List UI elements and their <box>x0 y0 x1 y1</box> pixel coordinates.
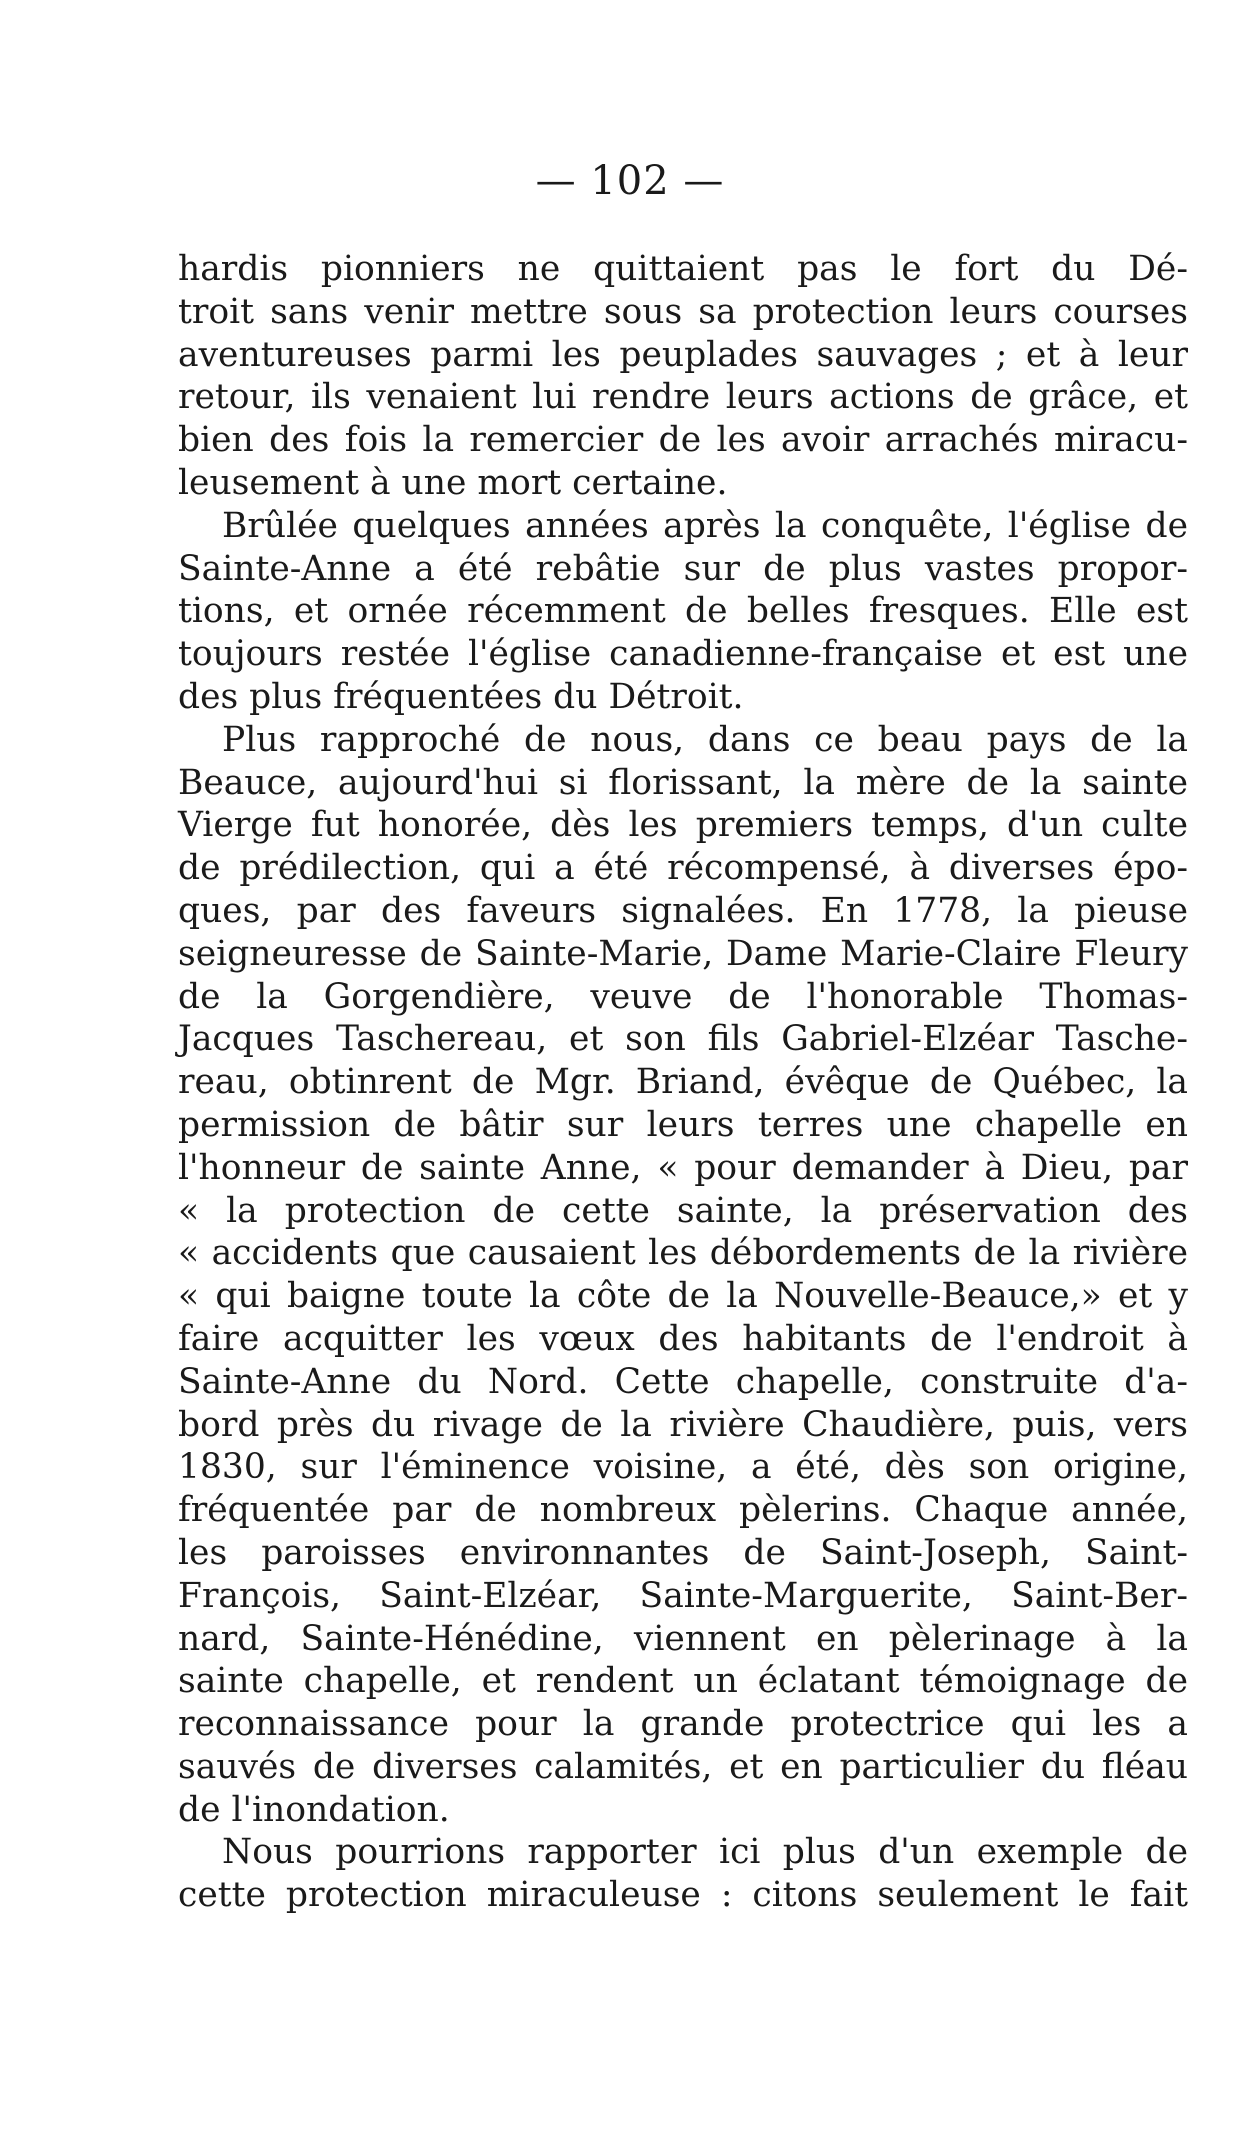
text-line: reau, obtinrent de Mgr. Briand, évêque de Québec, la <box>178 1062 1188 1103</box>
text-line: bien des fois la remercier de les avoir arrachés miracu- <box>178 420 1188 461</box>
text-line: cette protection miraculeuse : citons seulement le fait <box>178 1875 1188 1916</box>
text-line: retour, ils venaient lui rendre leurs actions de grâce, et <box>178 377 1188 418</box>
paragraph-2 <box>178 505 1188 719</box>
text-line: seigneuresse de Sainte-Marie, Dame Marie-Claire Fleury <box>178 933 1188 974</box>
text-line: faire acquitter les vœux des habitants de l'endroit à <box>178 1318 1188 1359</box>
text-line: leusement à une mort certaine. <box>178 462 728 503</box>
text-line: l'honneur de sainte Anne, « pour demander à Dieu, par <box>178 1147 1188 1188</box>
text-line: permission de bâtir sur leurs terres une chapelle en <box>178 1104 1188 1145</box>
text-line: Sainte-Anne du Nord. Cette chapelle, construite d'a- <box>178 1361 1188 1402</box>
text-line: de l'inondation. <box>178 1789 450 1830</box>
text-line: de la Gorgendière, veuve de l'honorable Thomas- <box>178 976 1188 1017</box>
text-line: hardis pionniers ne quittaient pas le fort du Dé- <box>178 249 1188 289</box>
text-line: sauvés de diverses calamités, et en particulier du fléau <box>178 1746 1188 1787</box>
page-number: — 102 — <box>535 158 725 204</box>
text-line: aventureuses parmi les peuplades sauvages ; et à leur <box>178 334 1188 375</box>
text-line: « qui baigne toute la côte de la Nouvelle-Beauce,» et y <box>178 1276 1188 1317</box>
text-line: « la protection de cette sainte, la préservation des <box>178 1190 1188 1231</box>
text-line: « accidents que causaient les débordements de la rivière <box>178 1233 1188 1274</box>
text-line: Plus rapproché de nous, dans ce beau pays de la <box>222 719 1188 760</box>
text-line: nard, Sainte-Hénédine, viennent en pèlerinage à la <box>178 1618 1188 1659</box>
text-line: 1830, sur l'éminence voisine, a été, dès son origine, <box>178 1447 1188 1488</box>
text-line: ques, par des faveurs signalées. En 1778, la pieuse <box>178 890 1188 931</box>
text-line: Brûlée quelques années après la conquête, l'église de <box>222 505 1188 546</box>
text-line: Jacques Taschereau, et son fils Gabriel-Elzéar Tasche- <box>178 1019 1188 1060</box>
paragraph-4 <box>178 1831 1188 1917</box>
text-line: toujours restée l'église canadienne-française et est une <box>178 634 1188 675</box>
text-line: de prédilection, qui a été récompensé, à diverses épo- <box>178 848 1188 889</box>
text-line: François, Saint-Elzéar, Sainte-Marguerite, Saint-Ber- <box>178 1575 1188 1616</box>
text-line: Vierge fut honorée, dès les premiers temps, d'un culte <box>178 805 1188 846</box>
text-line: troit sans venir mettre sous sa protection leurs courses <box>178 291 1188 332</box>
text-line: tions, et ornée récemment de belles fresques. Elle est <box>178 591 1188 632</box>
text-line: les paroisses environnantes de Saint-Joseph, Saint- <box>178 1532 1188 1573</box>
text-line: sainte chapelle, et rendent un éclatant témoignage de <box>178 1661 1188 1702</box>
text-line: des plus fréquentées du Détroit. <box>178 676 744 717</box>
text-line: fréquentée par de nombreux pèlerins. Chaque année, <box>178 1490 1188 1531</box>
text-line: Nous pourrions rapporter ici plus d'un exemple de <box>222 1832 1188 1873</box>
text-line: bord près du rivage de la rivière Chaudière, puis, vers <box>178 1404 1188 1445</box>
body-text <box>178 248 1188 1917</box>
text-line: reconnaissance pour la grande protectrice qui les a <box>178 1704 1188 1745</box>
text-line: Sainte-Anne a été rebâtie sur de plus vastes propor- <box>178 548 1188 589</box>
text-line: Beauce, aujourd'hui si florissant, la mère de la sainte <box>178 762 1188 803</box>
paragraph-3 <box>178 719 1188 1832</box>
paragraph-1 <box>178 248 1188 505</box>
